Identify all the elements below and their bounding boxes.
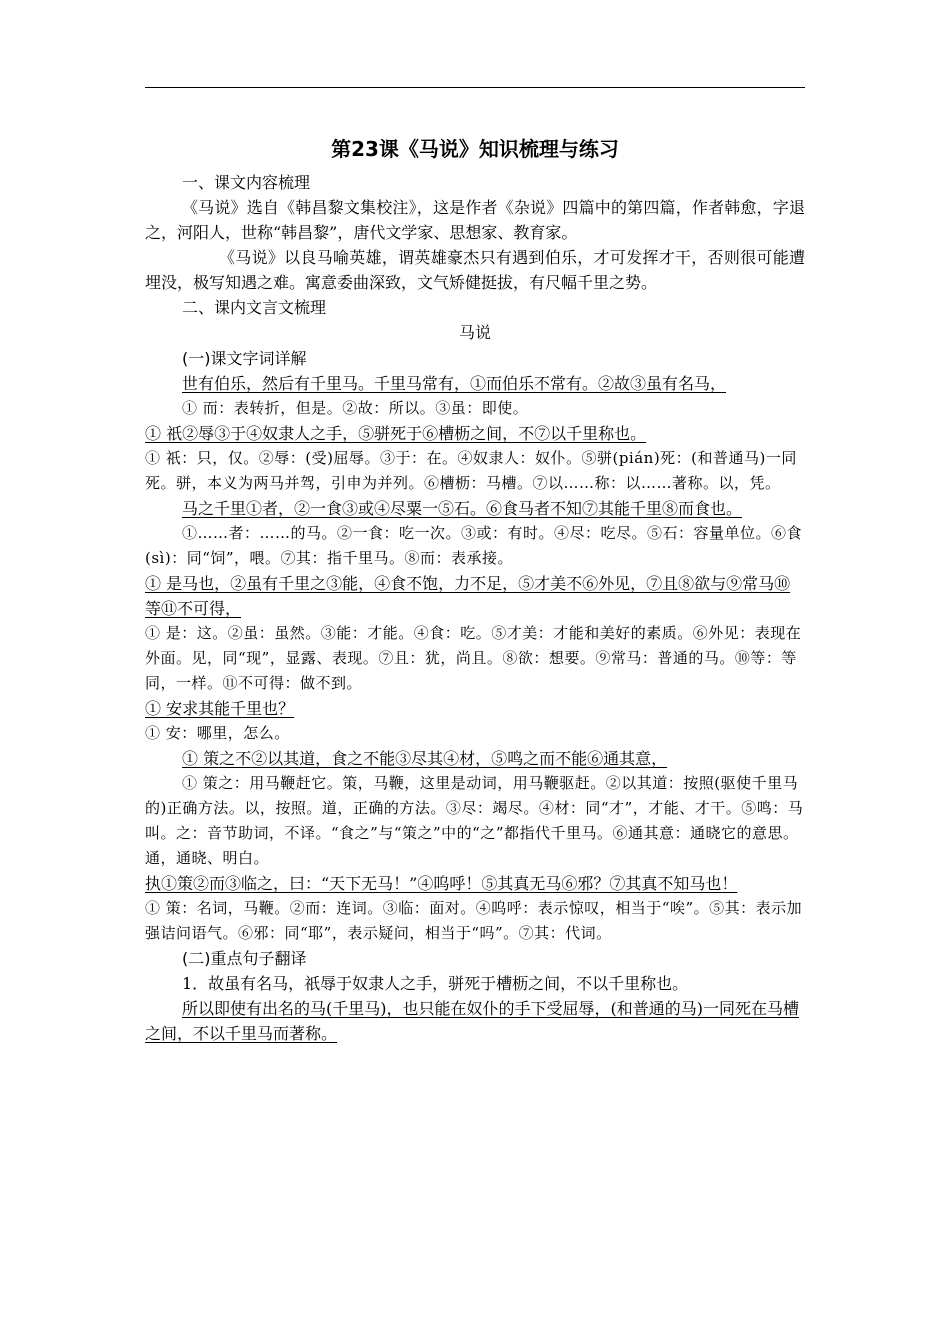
annotation: ① 而：表转折，但是。②故：所以。③虽：即使。	[182, 399, 529, 417]
page-title: 第23课《马说》知识梳理与练习	[331, 137, 619, 161]
source-sentence: ① 策之不②以其道，食之不能③尽其④材，⑤鸣之而不能⑥通其意，	[182, 749, 668, 768]
subsection-heading-translation: (二)重点句子翻译	[182, 949, 307, 968]
annotation: ①……者：……的马。②一食：吃一次。③或：有时。④尽：吃尽。⑤石：容量单位。⑥食(sì)：同“饲”，喂。⑦其：指千里马。⑧而：表承接。	[145, 524, 803, 567]
content-paragraph-2: 《马说》以良马喻英雄，谓英雄豪杰只有遇到伯乐，才可发挥才干，否则很可能遭埋没，极写知遇之难。寓意委曲深致，文气矫健挺拔，有尺幅千里之势。	[145, 248, 805, 292]
source-sentence: 马之千里①者，②一食③或④尽粟一⑤石。⑥食马者不知⑦其能千里⑧而食也。	[182, 499, 743, 518]
annotation: ① 祇：只，仅。②辱：(受)屈辱。③于：在。④奴隶人：奴仆。⑤骈(pián)死：(和普通马)一同死。骈，本义为两马并驾，引申为并列。⑥槽枥：马槽。⑦以……称：以……著称。以，凭。	[145, 449, 797, 492]
source-sentence: ① 安求其能千里也？	[145, 699, 295, 718]
section-heading-content: 一、课文内容梳理	[182, 173, 311, 192]
text-title: 马说	[458, 323, 491, 342]
document-page	[145, 134, 805, 1046]
annotation: ① 策之：用马鞭赶它。策，马鞭，这里是动词，用马鞭驱赶。②以其道：按照(驱使千里马的)正确方法。以，按照。道，正确的方法。③尽：竭尽。④材：同“才”，才能、才干。⑤鸣：马叫。之：音节助词，不译。“食之”与“策之”中的“之”都指代千里马。⑥通其意：通晓它的意思。通，通晓、明白。	[145, 774, 804, 867]
source-sentence: ① 祇②辱③于④奴隶人之手，⑤骈死于⑥槽枥之间，不⑦以千里称也。	[145, 424, 647, 443]
section-heading-classical: 二、课内文言文梳理	[182, 298, 327, 317]
annotation: ① 安：哪里，怎么。	[145, 724, 290, 742]
word-explanations	[145, 371, 805, 946]
source-sentence: 执①策②而③临之，曰：“天下无马！”④呜呼！⑤其真无马⑥邪？⑦其真不知马也！	[145, 874, 738, 893]
translation-question-1: 1．故虽有名马，祇辱于奴隶人之手，骈死于槽枥之间，不以千里称也。	[182, 974, 689, 993]
annotation: ① 是：这。②虽：虽然。③能：才能。④食：吃。⑤才美：才能和美好的素质。⑥外见：表现在外面。见，同“现”，显露、表现。⑦且：犹，尚且。⑧欲：想要。⑨常马：普通的马。⑩等：等同，一样。⑪不可得：做不到。	[145, 624, 802, 692]
source-sentence: ① 是马也，②虽有千里之③能，④食不饱，力不足，⑤才美不⑥外见，⑦且⑧欲与⑨常马⑩等⑪不可得，	[145, 574, 791, 618]
translation-answer-1: 所以即使有出名的马(千里马)，也只能在奴仆的手下受屈辱，(和普通的马)一同死在马槽之间，不以千里马而著称。	[145, 999, 799, 1043]
annotation: ① 策：名词，马鞭。②而：连词。③临：面对。④呜呼：表示惊叹，相当于“唉”。⑤其：表示加强诘问语气。⑥邪：同“耶”，表示疑问，相当于“吗”。⑦其：代词。	[145, 899, 803, 942]
subsection-heading-words: (一)课文字词详解	[182, 349, 307, 368]
header-rule	[145, 87, 805, 88]
content-paragraph-1: 《马说》选自《韩昌黎文集校注》，这是作者《杂说》四篇中的第四篇，作者韩愈，字退之，河阳人，世称“韩昌黎”，唐代文学家、思想家、教育家。	[145, 198, 805, 242]
source-sentence: 世有伯乐，然后有千里马。千里马常有，①而伯乐不常有。②故③虽有名马，	[182, 374, 727, 393]
